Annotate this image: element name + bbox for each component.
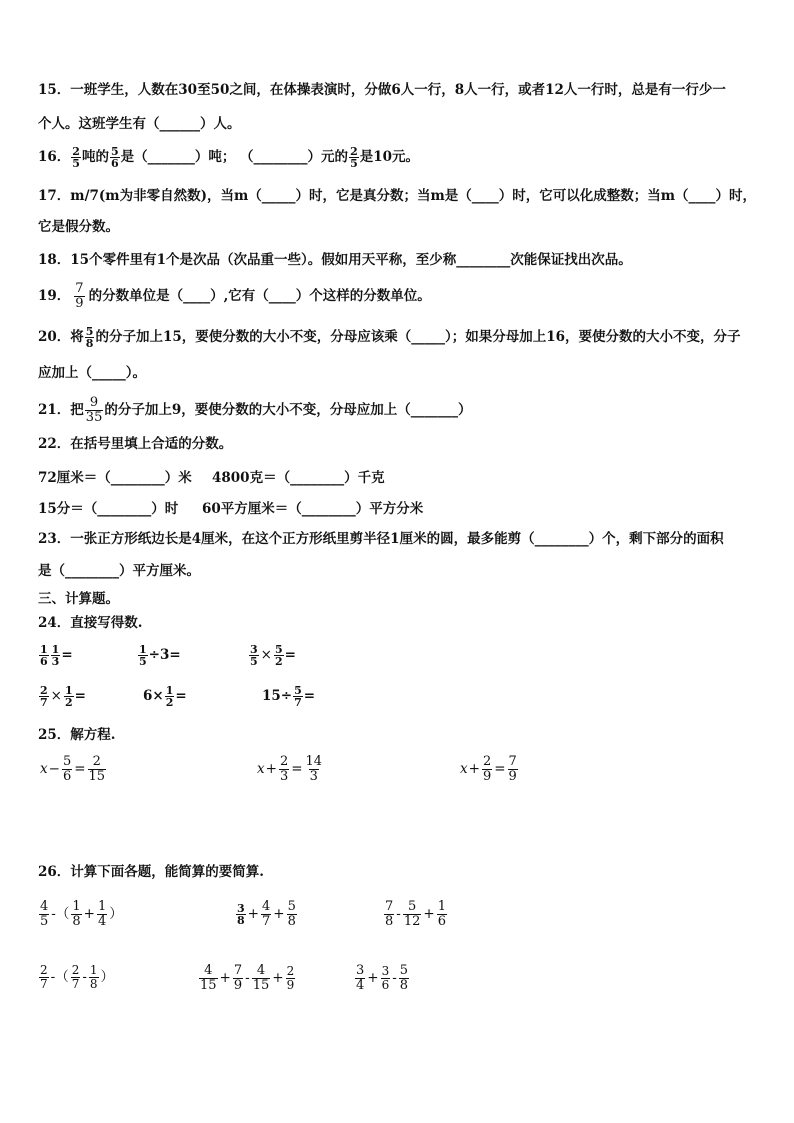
q21-frac: $\frac{9}{35}$ [85, 395, 103, 425]
section-title: 三、计算题。 [38, 591, 119, 607]
q25-eq2-b: $\frac{14}{3}$ [305, 754, 323, 784]
q24-e1-a: $\frac{1}{6}$ [40, 643, 48, 668]
q24-expr3: $\frac{3}{5}$ × $\frac{5}{2}$ = [250, 643, 296, 668]
q20-line1 [38, 326, 758, 349]
q20-text1: 的分子加上15，要使分数的大小不变，分母应该乘（_____）；如果分母加上16，要使分数的大小不变，分子 [95, 329, 741, 345]
q19-text: 的分数单位是（____）,它有（____）个这样的分数单位。 [88, 288, 431, 304]
q17-line2: 它是假分数。 [38, 219, 119, 235]
q26-calc1: $\frac{4}{5}$ -（ $\frac{1}{8}$ + $\frac{1}{4}$ ） [40, 899, 123, 929]
q21 [38, 396, 758, 425]
q16-frac3: $\frac{2}{5}$ [350, 145, 358, 170]
q24-e3-a: $\frac{3}{5}$ [250, 643, 258, 668]
q24-e4-b: $\frac{1}{2}$ [64, 684, 73, 709]
q25-eq2: x+ $\frac{2}{3}$ = $\frac{14}{3}$ [257, 754, 323, 784]
q22-row2-a: 15分＝（________）时 [38, 501, 179, 517]
q26-calc2: $\frac{3}{8}$ + $\frac{4}{7}$ + $\frac{5}{8}$ [237, 899, 296, 929]
q15-line1: 15．一班学生，人数在30至50之间，在体操表演时，分做6人一行，8人一行，或者12人一行时，总是有一行少一 [38, 82, 726, 98]
q23-line1: 23．一张正方形纸边长是4厘米，在这个正方形纸里剪半径1厘米的圆，最多能剪（________）个，剩下部分的面积 [38, 531, 724, 547]
q20-prefix: 20．将 [38, 329, 84, 345]
q22-title: 22．在括号里填上合适的分数。 [38, 436, 233, 452]
q24-e1-b: $\frac{1}{3}$ [51, 643, 60, 668]
q16-frac2: $\frac{5}{6}$ [110, 145, 119, 170]
q22-row2-b: 60平方厘米＝（________）平方分米 [202, 501, 424, 517]
q19-frac: $\frac{7}{9}$ [75, 281, 84, 311]
q16-text1: 吨的 [81, 149, 109, 165]
q19-prefix: 19． [38, 288, 71, 304]
q20-line2: 应加上（_____）。 [38, 365, 146, 381]
q15-line2: 个人。这班学生有（______）人。 [38, 116, 241, 132]
q26-calc5: $\frac{4}{15}$ + $\frac{7}{9}$ - $\frac{4}{15}$ + $\frac{2}{9}$ [200, 963, 295, 993]
q24-title: 24．直接写得数. [38, 615, 143, 631]
q24-expr6: 15÷ $\frac{5}{7}$ = [262, 684, 316, 709]
q26-title: 26．计算下面各题，能简算的要简算. [38, 864, 264, 880]
q23-line2: 是（________）平方厘米。 [38, 563, 200, 579]
q26-calc4: $\frac{2}{7}$ -（ $\frac{2}{7}$ - $\frac{1}{8}$ ） [40, 963, 115, 991]
q25-eq1: x− $\frac{5}{6}$ = $\frac{2}{15}$ [40, 754, 106, 784]
q22-row1-b: 4800克＝（________）千克 [212, 470, 385, 486]
q16-prefix: 16． [38, 149, 71, 165]
q16-frac1: $\frac{2}{5}$ [72, 145, 80, 170]
q25-eq3: x+ $\frac{2}{9}$ = $\frac{7}{9}$ [460, 754, 517, 784]
q26-calc6: $\frac{3}{4}$ + $\frac{3}{6}$ - $\frac{5}{8}$ [356, 963, 409, 993]
q24-e3-b: $\frac{5}{2}$ [274, 643, 283, 668]
q24-e5-b: $\frac{1}{2}$ [165, 684, 174, 709]
q16 [38, 146, 758, 169]
q21-prefix: 21．把 [38, 402, 84, 418]
q25-title: 25．解方程. [38, 727, 116, 743]
q24-e4-a: $\frac{2}{7}$ [40, 684, 48, 709]
q25-eq1-a: $\frac{5}{6}$ [62, 754, 72, 784]
q24-expr2: $\frac{1}{5}$ ÷3= [139, 643, 181, 668]
q19 [38, 282, 758, 311]
q25-eq1-b: $\frac{2}{15}$ [88, 754, 106, 784]
q25-eq3-a: $\frac{2}{9}$ [482, 754, 492, 784]
q21-text: 的分子加上9，要使分数的大小不变，分母应加上（_______） [104, 402, 472, 418]
q20-frac: $\frac{5}{8}$ [85, 325, 94, 350]
q22-row1-a: 72厘米＝（________）米 [38, 470, 192, 486]
q24-expr5: 6× $\frac{1}{2}$ = [143, 684, 187, 709]
q24-expr1: $\frac{1}{6}$ $\frac{1}{3}$ = [40, 643, 73, 668]
q16-text2: 是（_______）吨； （________）元的 [120, 149, 349, 165]
q17-line1: 17．m/7(m为非零自然数)，当m（_____）时，它是真分数；当m是（____）时，它可以化成整数；当m（____）时， [38, 188, 757, 204]
q24-e2-a: $\frac{1}{5}$ [139, 643, 147, 668]
q26-calc3: $\frac{7}{8}$ - $\frac{5}{12}$ + $\frac{1}{6}$ [385, 899, 446, 929]
q25-eq3-b: $\frac{7}{9}$ [508, 754, 517, 784]
q16-text3: 是10元。 [359, 149, 420, 165]
q24-e6-b: $\frac{5}{7}$ [294, 684, 302, 709]
q24-expr4: $\frac{2}{7}$ × $\frac{1}{2}$ = [40, 684, 86, 709]
q25-eq2-a: $\frac{2}{3}$ [279, 754, 289, 784]
q18: 18．15个零件里有1个是次品（次品重一些）。假如用天平称，至少称________次能保证找出次品。 [38, 252, 632, 268]
